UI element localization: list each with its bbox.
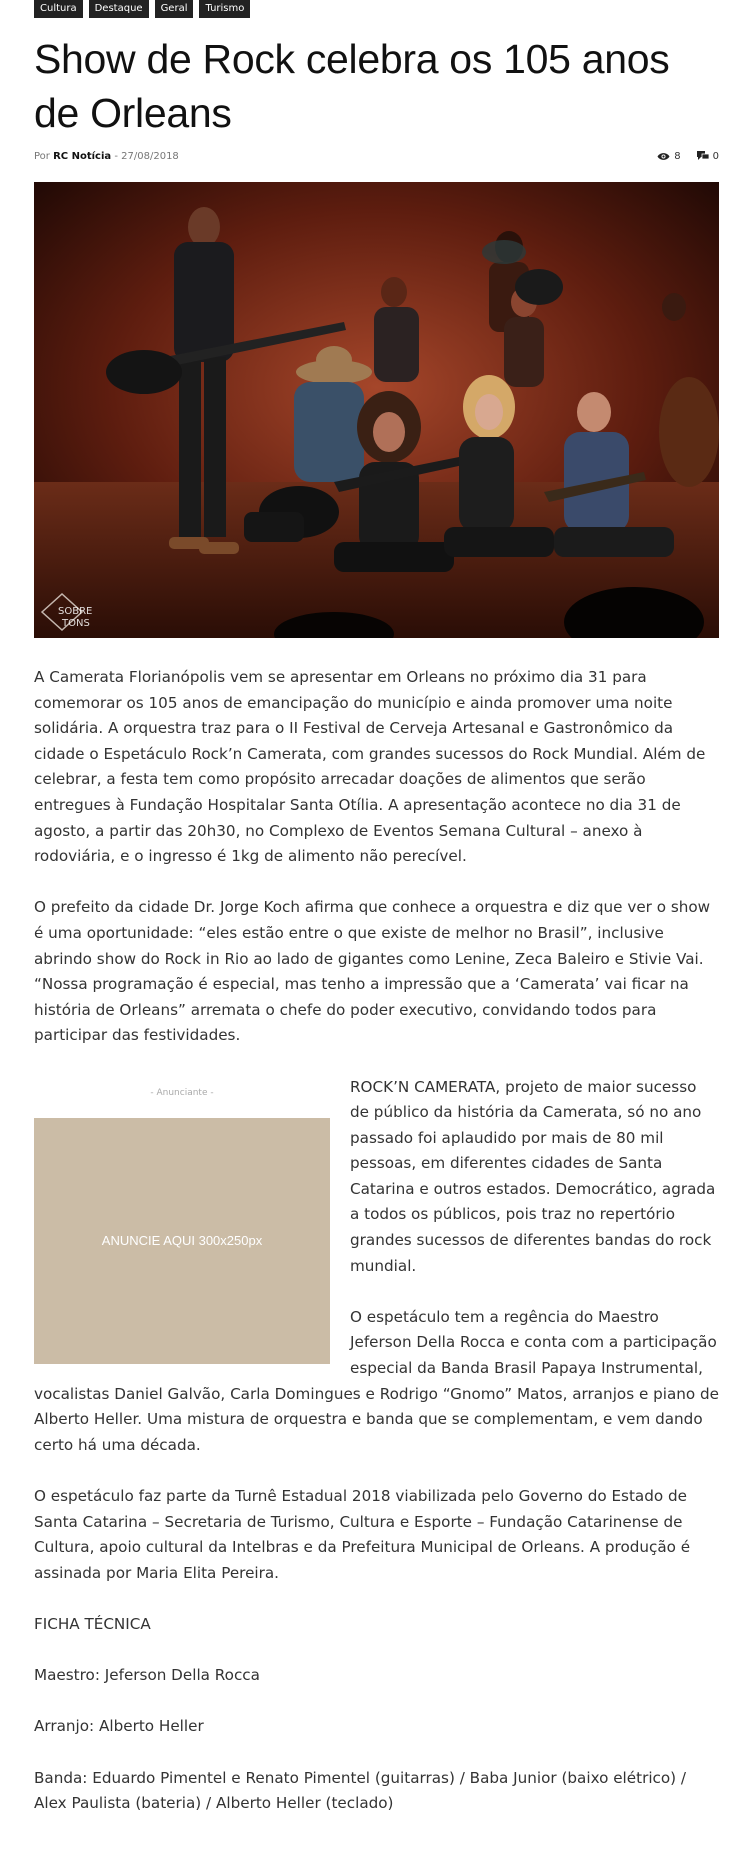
publish-date: 27/08/2018: [121, 150, 179, 162]
ad-banner[interactable]: [34, 1118, 330, 1364]
paragraph: O espetáculo faz parte da Turnê Estadual 2018 viabilizada pelo Governo do Estado de Santa Catarina – Secretaria de Turismo, Cultura e Esporte – Fundação Catarinense de Cultura, apoio cultural da Intelbras e da Prefeitura Municipal de Orleans. A produção é assinada por Maria Elita Pereira.: [34, 1487, 691, 1582]
section-heading: FICHA TÉCNICA: [34, 1614, 151, 1633]
ad-block: [34, 1081, 330, 1365]
byline: [34, 151, 179, 162]
by-label: Por: [34, 150, 50, 162]
views-count: 8: [674, 150, 681, 162]
category-tags: [34, 0, 719, 18]
category-tag-cultura[interactable]: Cultura: [34, 0, 83, 18]
credits-maestro: Maestro: Jeferson Della Rocca: [34, 1666, 260, 1685]
category-tag-turismo[interactable]: Turismo: [199, 0, 250, 18]
paragraph: A Camerata Florianópolis vem se apresentar em Orleans no próximo dia 31 para comemorar os 105 anos de emancipação do município e ainda promover uma noite solidária. A orquestra traz para o II Festival de Cerveja Artesanal e Gastronômico da cidade o Espetáculo Rock’n Camerata, com grandes sucessos do Rock Mundial. Além de celebrar, a festa tem como propósito arrecadar doações de alimentos que serão entregues à Fundação Hospitalar Santa Otília. A apresentação acontece no dia 31 de agosto, a partir das 20h30, no Complexo de Eventos Semana Cultural – anexo à rodoviária, e o ingresso é 1kg de alimento não perecível.: [34, 668, 706, 866]
paragraph: O prefeito da cidade Dr. Jorge Koch afirma que conhece a orquestra e diz que ver o show é uma oportunidade: “eles estão entre o que existe de melhor no Brasil”, inclusive abrindo show do Rock in Rio ao lado de gigantes como Lenine, Zeca Baleiro e Stivie Vai. “Nossa programação é especial, mas tenho a impressão que a ‘Camerata’ vai ficar na história de Orleans” arremata o chefe do poder executivo, convidando todos para participar das festividades.: [34, 898, 711, 1045]
credits-arranjo: Arranjo: Alberto Heller: [34, 1717, 204, 1736]
views-stat: [657, 151, 680, 162]
article-stats: [657, 151, 719, 162]
paragraph: O espetáculo tem a regência do Maestro Jeferson Della Rocca e conta com a participação especial da Banda Brasil Papaya Instrumental, vocalistas Daniel Galvão, Carla Domingues e Rodrigo “Gnomo” Matos, arranjos e piano de Alberto Heller. Uma mistura de orquestra e banda que se complementam, e vem dando certo há uma década.: [34, 1307, 720, 1454]
article-body: [34, 665, 719, 1817]
article-meta: [34, 146, 719, 166]
credits-banda: Banda: Eduardo Pimentel e Renato Pimentel (guitarras) / Baba Junior (baixo elétrico) / Alex Paulista (bateria) / Alberto Heller (teclado): [34, 1768, 687, 1813]
author-link[interactable]: RC Notícia: [53, 150, 112, 162]
watermark-line-2: TONS: [62, 618, 90, 629]
article-title: Show de Rock celebra os 105 anos de Orleans: [34, 36, 670, 136]
ad-label: - Anunciante -: [150, 1087, 214, 1098]
meta-separator: -: [114, 150, 118, 162]
category-tag-destaque[interactable]: Destaque: [89, 0, 149, 18]
featured-image: [34, 182, 719, 638]
comments-count: 0: [712, 150, 719, 162]
comment-icon: [697, 151, 709, 161]
paragraph: ROCK’N CAMERATA, projeto de maior sucesso de público da história da Camerata, só no ano passado foi aplaudido por mais de 80 mil pessoas, em diferentes cidades de Santa Catarina e outros estados. Democrático, agrada a todos os públicos, pois traz no repertório grandes sucessos de diferentes bandas do rock mundial.: [350, 1077, 716, 1275]
watermark-line-1: SOBRE: [58, 606, 93, 617]
concert-photo: [34, 182, 719, 638]
category-tag-geral[interactable]: Geral: [155, 0, 194, 18]
comments-stat[interactable]: [697, 151, 719, 162]
ad-banner-text: ANUNCIE AQUI 300x250px: [101, 1233, 263, 1249]
article-container: [34, 0, 719, 1842]
eye-icon: [657, 152, 670, 161]
